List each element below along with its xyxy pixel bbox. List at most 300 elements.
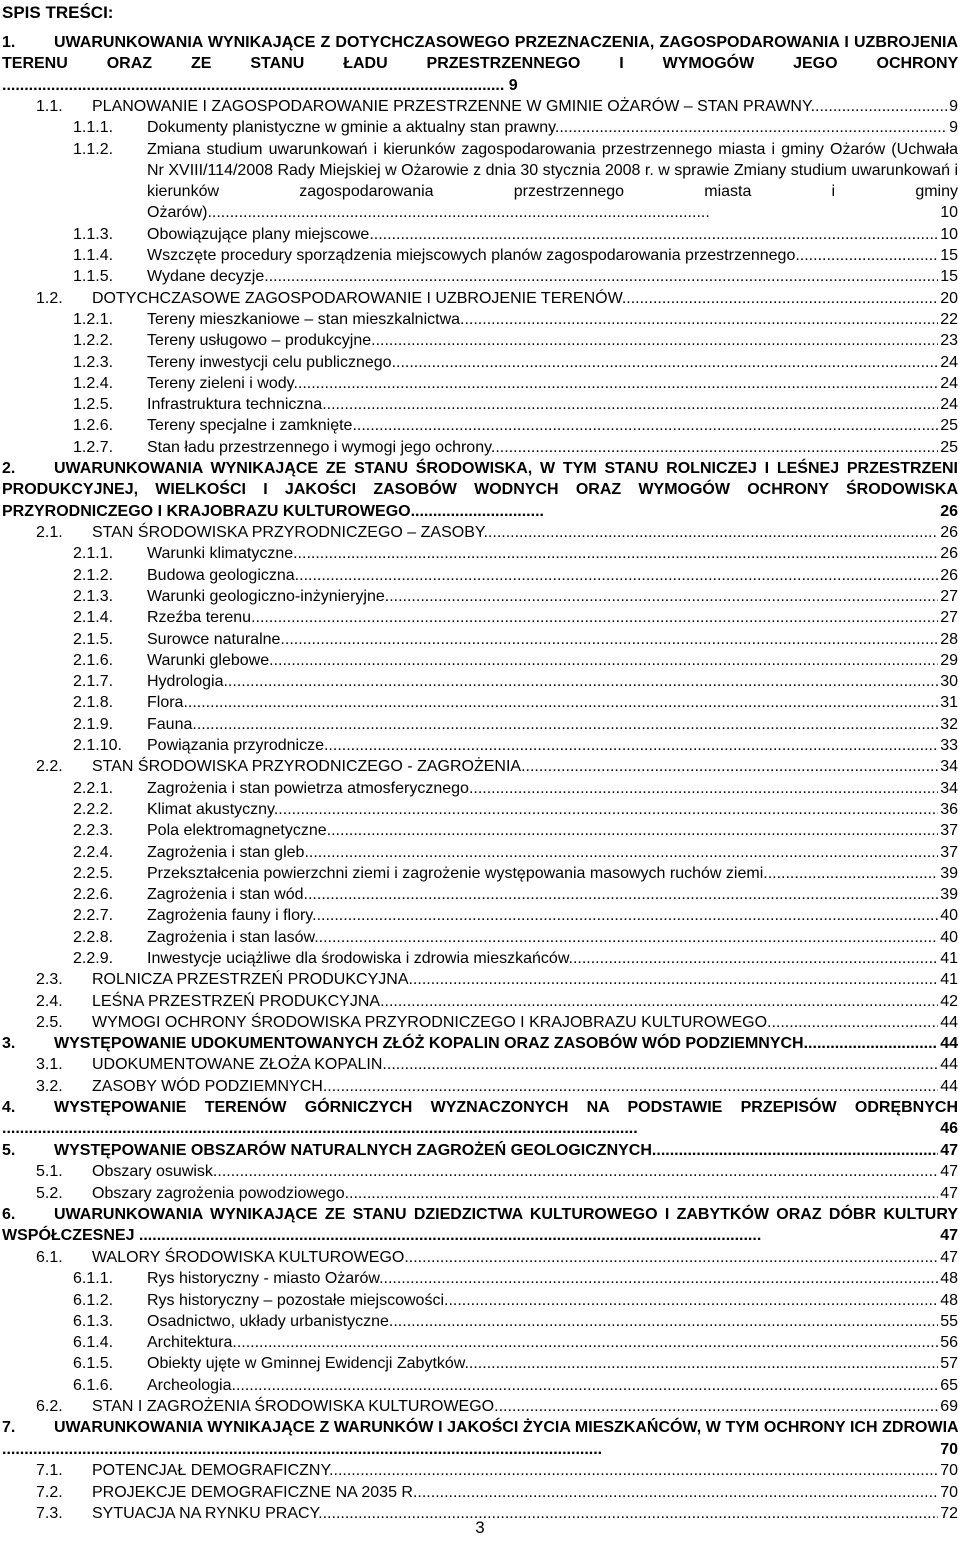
toc-entry-text: Przekształcenia powierzchni ziemi i zagrożenie występowania masowych ruchów ziemi: [147, 864, 764, 882]
toc-entry-1-2-5[interactable]: [2, 394, 958, 415]
toc-entry-text: Flora: [147, 694, 184, 712]
toc-entry-2-2-2[interactable]: [2, 799, 958, 820]
toc-entry-page: 39: [940, 864, 958, 882]
toc-entry-leader: [795, 247, 938, 264]
toc-entry-text: Budowa geologiczna: [147, 566, 295, 584]
toc-entry-number: 1.1.: [36, 98, 63, 115]
toc-entry-page: 40: [940, 907, 958, 925]
toc-entry-number: 2.2.2.: [73, 800, 114, 818]
toc-entry-number: 2.1.2.: [73, 566, 114, 584]
toc-entry-2-2-9[interactable]: [2, 948, 958, 969]
toc-entry-leader: [304, 844, 938, 861]
toc-entry-text: LEŚNA PRZESTRZEŃ PRODUKCYJNA: [92, 992, 381, 1010]
toc-entry-6-1[interactable]: [2, 1247, 958, 1268]
toc-entry-2-2-8[interactable]: [2, 927, 958, 948]
toc-entry-text: Wszczęte procedury sporządzenia miejscowych planów zagospodarowania przestrzennego: [147, 247, 796, 265]
toc-entry-2-2[interactable]: [2, 756, 958, 777]
toc-entry-text: POTENCJAŁ DEMOGRAFICZNY: [92, 1462, 330, 1480]
toc-entry-page: 34: [940, 758, 958, 776]
toc-entry-text: Fauna: [147, 715, 193, 733]
toc-entry-text: Warunki glebowe: [147, 651, 270, 669]
toc-entry-page: 26: [940, 545, 958, 563]
toc-entry-text: WYMOGI OCHRONY ŚRODOWISKA PRZYRODNICZEGO I KRAJOBRAZU KULTUROWEGO: [92, 1013, 768, 1031]
toc-entry-1-2[interactable]: [2, 288, 958, 309]
toc-entry-2-4[interactable]: [2, 991, 958, 1012]
toc-entry-1-1-5[interactable]: [2, 266, 958, 287]
toc-entry-5-1[interactable]: [2, 1161, 958, 1182]
toc-entry-leader: [371, 332, 938, 349]
toc-entry-text: Pola elektromagnetyczne: [147, 822, 327, 840]
toc-entry-text: SYTUACJA NA RYNKU PRACY: [92, 1504, 319, 1522]
toc-entry-number: 1.1.3.: [73, 225, 114, 243]
toc-entry-page: 10: [940, 225, 958, 243]
toc-entry-2-1-9[interactable]: [2, 714, 958, 735]
toc-entry-2-1-3[interactable]: [2, 586, 958, 607]
toc-entry-text: Archeologia: [147, 1376, 232, 1394]
toc-entry-leader: [408, 971, 938, 988]
toc-entry-number: 3.1.: [36, 1056, 63, 1074]
toc-entry-page: 30: [940, 673, 958, 691]
toc-entry-number: 1.: [2, 34, 16, 52]
toc-entry-6-1-5[interactable]: [2, 1353, 958, 1374]
toc-entry-page: 29: [940, 651, 958, 669]
toc-entry-page: 32: [940, 715, 958, 733]
toc-entry-page: 9: [508, 76, 518, 94]
toc-entry-page: 57: [940, 1355, 958, 1373]
toc-entry-text: Tereny specjalne i zamknięte: [147, 417, 353, 435]
toc-entry-text: Osadnictwo, układy urbanistyczne: [147, 1312, 389, 1330]
toc-entry-2-2-6[interactable]: [2, 884, 958, 905]
toc-entry-number: 1.1.1.: [73, 119, 114, 137]
toc-entry-text: WYSTĘPOWANIE TERENÓW GÓRNICZYCH WYZNACZONYCH NA PODSTAWIE PRZEPISÓW ODRĘBNYCH: [54, 1099, 958, 1117]
toc-entry-leader: [314, 929, 938, 946]
toc-title: SPIS TREŚCI:: [2, 3, 114, 22]
toc-entry-leader: [232, 1334, 938, 1351]
toc-entry-number: 2.5.: [36, 1013, 63, 1031]
toc-entry-text: UWARUNKOWANIA WYNIKAJĄCE Z WARUNKÓW I JAKOŚCI ŻYCIA MIESZKAŃCÓW, W TYM OCHRONY ICH ZDROWIA: [54, 1419, 958, 1437]
toc-entry-number: 3.: [2, 1035, 16, 1053]
toc-entry-leader: [274, 801, 938, 818]
toc-entry-number: 2.1.1.: [73, 545, 114, 563]
toc-entry-page: 31: [940, 694, 958, 712]
toc-entry-text: STAN ŚRODOWISKA PRZYRODNICZEGO - ZAGROŻENIA: [92, 758, 522, 776]
toc-entry-leader: [494, 1398, 938, 1415]
toc-entry-leader: ............................................................................................................................................: [134, 1227, 762, 1245]
toc-entry-page: 44: [940, 1077, 958, 1095]
toc-entry-text: Zagrożenia i stan wód: [147, 886, 304, 904]
toc-entry-2-1-4[interactable]: [2, 607, 958, 628]
toc-entry-leader: [280, 631, 938, 648]
toc-entry-text: Powiązania przyrodnicze: [147, 737, 324, 755]
toc-entry-2-1-2[interactable]: [2, 565, 958, 586]
toc-entry-page: 72: [940, 1504, 958, 1522]
toc-entry-2-1[interactable]: [2, 522, 958, 543]
toc-entry-number: 6.1.2.: [73, 1291, 114, 1309]
toc-entry-7[interactable]: [2, 1417, 958, 1460]
toc-entry-leader: [379, 1270, 938, 1287]
toc-entry-5-2[interactable]: [2, 1183, 958, 1204]
toc-entry-number: 6.1.: [36, 1248, 63, 1266]
toc-entry-number: 1.2.6.: [73, 417, 114, 435]
toc-entry-page: 25: [940, 417, 958, 435]
toc-entry-leader: [385, 588, 938, 605]
toc-entry-page: 48: [940, 1270, 958, 1288]
toc-entry-text: Zagrożenia fauny i flory: [147, 907, 313, 925]
toc-entry-number: 5.1.: [36, 1163, 63, 1181]
toc-entry-2-2-5[interactable]: [2, 863, 958, 884]
toc-entry-2-2-3[interactable]: [2, 820, 958, 841]
toc-entry-leader: [192, 716, 938, 733]
toc-entry-text: Rys historyczny - miasto Ożarów: [147, 1270, 380, 1288]
toc-entry-text: Obiekty ujęte w Gminnej Ewidencji Zabytków: [147, 1355, 465, 1373]
toc-entry-page: 39: [940, 886, 958, 904]
toc-entry-text: STAN ŚRODOWISKA PRZYRODNICZEGO – ZASOBY: [92, 524, 484, 542]
toc-entry-leader: [312, 907, 938, 924]
toc-entry-number: 1.1.2.: [73, 140, 114, 158]
toc-entry-number: 2.2.1.: [73, 779, 114, 797]
toc-entry-page: 65: [940, 1376, 958, 1394]
toc-entry-number: 2.1.5.: [73, 630, 114, 648]
toc-entry-number: 5.2.: [36, 1184, 63, 1202]
toc-entry-text: Dokumenty planistyczne w gminie a aktualny stan prawny: [147, 119, 555, 137]
toc-entry-page: 26: [940, 566, 958, 584]
toc-entry-leader: [464, 1355, 938, 1372]
toc-entry-text: Obowiązujące plany miejscowe: [147, 225, 370, 243]
toc-entry-page: 15: [940, 247, 958, 265]
toc-entry-number: 2.4.: [36, 992, 63, 1010]
toc-entry-text: Tereny inwestycji celu publicznego: [147, 353, 392, 371]
toc-entry-leader: [417, 1484, 938, 1501]
toc-entry-text: Tereny zieleni i wody: [147, 374, 294, 392]
toc-entry-leader: ..............................: [410, 502, 544, 520]
toc-entry-leader: [232, 1377, 939, 1394]
toc-entry-number: 7.3.: [36, 1504, 63, 1522]
toc-entry-number: 6.1.6.: [73, 1376, 114, 1394]
toc-entry-text: Inwestycje uciążliwe dla środowiska i zdrowia mieszkańców: [147, 949, 569, 967]
toc-entry-1-2-3[interactable]: [2, 352, 958, 373]
toc-entry-number: 6.1.5.: [73, 1355, 114, 1373]
toc-entry-2-1-7[interactable]: [2, 671, 958, 692]
toc-entry-text: Zagrożenia i stan powietrza atmosferycznego: [147, 779, 469, 797]
toc-entry-leader: [469, 780, 938, 797]
toc-entry-leader: [269, 652, 938, 669]
toc-entry-text: UWARUNKOWANIA WYNIKAJĄCE Z DOTYCHCZASOWEGO PRZEZNACZENIA, ZAGOSPODAROWANIA I UZBROJENIA TERENU ORAZ ZE STANU ŁADU PRZESTRZENNEGO I WYMOGÓW JEGO OCHRONY: [2, 34, 958, 73]
toc-entry-2-1-5[interactable]: [2, 629, 958, 650]
toc-entry-leader: .................................................................................................................: [2, 76, 509, 94]
toc-entry-1-2-6[interactable]: [2, 415, 958, 436]
toc-entry-1-1[interactable]: [2, 96, 958, 117]
toc-entry-page: 56: [940, 1334, 958, 1352]
toc-entry-1-2-2[interactable]: [2, 330, 958, 351]
toc-entry-leader: [392, 354, 939, 371]
toc-entry-page: 25: [940, 438, 958, 456]
toc-entry-text: Surowce naturalne: [147, 630, 281, 648]
toc-entry-6-1-6[interactable]: [2, 1375, 958, 1396]
toc-entry-page: 26: [940, 502, 958, 520]
toc-entry-leader: [404, 1249, 938, 1266]
toc-entry-page: 42: [940, 992, 958, 1010]
toc-entry-text: Hydrologia: [147, 673, 224, 691]
toc-entry-1-1-1[interactable]: [2, 117, 958, 138]
toc-entry-number: 6.1.3.: [73, 1312, 114, 1330]
toc-entry-page: 48: [940, 1291, 958, 1309]
toc-entry-number: 2.2.3.: [73, 822, 114, 840]
toc-entry-page: 47: [940, 1227, 958, 1245]
toc-entry-page: 34: [940, 779, 958, 797]
toc-entry-2-1-6[interactable]: [2, 650, 958, 671]
toc-entry-6-1-1[interactable]: [2, 1268, 958, 1289]
toc-entry-text: Architektura: [147, 1334, 233, 1352]
toc-entry-1-2-4[interactable]: [2, 373, 958, 394]
toc-entry-leader: [460, 311, 938, 328]
toc-entry-number: 5.: [2, 1142, 16, 1160]
toc-entry-number: 2.1.10.: [73, 737, 122, 755]
toc-entry-number: 2.1.8.: [73, 694, 114, 712]
toc-entry-page: 40: [940, 928, 958, 946]
toc-entry-text: Infrastruktura techniczna: [147, 396, 323, 414]
toc-entry-leader: [622, 290, 938, 307]
toc-entry-leader: [345, 1185, 939, 1202]
toc-entry-6-1-3[interactable]: [2, 1311, 958, 1332]
toc-entry-number: 1.2.7.: [73, 438, 114, 456]
toc-entry-number: 2.1.4.: [73, 609, 114, 627]
toc-entry-leader: [329, 1462, 938, 1479]
toc-entry-number: 2.2.: [36, 758, 63, 776]
toc-entry-leader: [811, 98, 948, 115]
toc-entry-text: UWARUNKOWANIA WYNIKAJĄCE ZE STANU ŚRODOWISKA, W TYM STANU ROLNICZEJ I LEŚNEJ PRZESTRZENI PRODUKCYJNEJ, WIELKOŚCI I JAKOŚCI ZASOBÓW WODNYCH ORAZ WYMOGÓW OCHRONY ŚRODOWISKA PRZYRODNICZEGO I KRAJOBRAZU KULTUROWEGO: [2, 460, 958, 520]
toc-entry-leader: [264, 268, 938, 285]
toc-entry-page: 41: [940, 949, 958, 967]
toc-entry-2-1-10[interactable]: [2, 735, 958, 756]
toc-entry-page: 22: [940, 310, 958, 328]
toc-entry-leader: [652, 1142, 938, 1159]
toc-entry-page: 69: [940, 1398, 958, 1416]
toc-entry-leader: [555, 119, 947, 136]
toc-entry-2-2-7[interactable]: [2, 905, 958, 926]
toc-entry-leader: [763, 865, 938, 882]
toc-entry-leader: [223, 673, 938, 690]
toc-entry-page: 28: [940, 630, 958, 648]
toc-entry-text: WYSTĘPOWANIE OBSZARÓW NATURALNYCH ZAGROŻEŃ GEOLOGICZNYCH: [54, 1142, 652, 1160]
toc-entry-text: ZASOBY WÓD PODZIEMNYCH: [92, 1077, 323, 1095]
toc-entry-page: 24: [940, 396, 958, 414]
toc-entry-6-2[interactable]: [2, 1396, 958, 1417]
toc-entry-page: 44: [940, 1013, 958, 1031]
toc-entry-page: 20: [940, 289, 958, 307]
toc-entry-leader: [369, 226, 938, 243]
toc-entry-page: 24: [940, 374, 958, 392]
toc-entry-number: 1.1.4.: [73, 247, 114, 265]
toc-entry-leader: [324, 737, 938, 754]
toc-entry-leader: [352, 417, 938, 434]
toc-entry-3[interactable]: [2, 1033, 958, 1054]
toc-entry-text: PROJEKCJE DEMOGRAFICZNE NA 2035 R.: [92, 1483, 418, 1501]
toc-entry-page: 36: [940, 800, 958, 818]
toc-entry-1-1-2[interactable]: [2, 139, 958, 224]
toc-entry-7-1[interactable]: [2, 1460, 958, 1481]
toc-entry-text: Zagrożenia i stan gleb: [147, 843, 305, 861]
toc-entry-leader: ................................................................................................................: [211, 204, 710, 222]
toc-entry-text: STAN I ZAGROŻENIA ŚRODOWISKA KULTUROWEGO: [92, 1398, 495, 1416]
toc-entry-2-3[interactable]: [2, 969, 958, 990]
toc-entry-number: 3.2.: [36, 1077, 63, 1095]
toc-entry-number: 6.1.4.: [73, 1334, 114, 1352]
toc-entry-number: 7.: [2, 1419, 16, 1437]
toc-entry-number: 2.2.4.: [73, 843, 114, 861]
page-number: 3: [475, 1518, 485, 1537]
toc-entry-page: 46: [940, 1120, 958, 1138]
toc-entry-number: 1.2.4.: [73, 374, 114, 392]
toc-entry-number: 6.1.1.: [73, 1270, 114, 1288]
toc-entry-page: 37: [940, 822, 958, 840]
toc-entry-1-1-3[interactable]: [2, 224, 958, 245]
toc-entry-leader: [804, 1035, 939, 1052]
toc-entry-leader: [767, 1014, 938, 1031]
toc-entry-2-2-4[interactable]: [2, 842, 958, 863]
toc-entry-page: 23: [940, 332, 958, 350]
toc-entry-2-2-1[interactable]: [2, 778, 958, 799]
toc-entry-text: Warunki klimatyczne: [147, 545, 294, 563]
toc-entry-number: 1.2.3.: [73, 353, 114, 371]
toc-entry-number: 1.1.5.: [73, 268, 114, 286]
toc-entry-page: 10: [940, 204, 958, 222]
toc-entry-leader: [304, 886, 939, 903]
toc-entry-text: PLANOWANIE I ZAGOSPODAROWANIE PRZESTRZENNE W GMINIE OŻARÓW – STAN PRAWNY: [92, 98, 811, 115]
toc-entry-leader: [380, 993, 938, 1010]
toc-entry-2-1-8[interactable]: [2, 692, 958, 713]
toc-entry-text: Tereny usługowo – produkcyjne: [147, 332, 372, 350]
toc-entry-leader: [491, 439, 938, 456]
toc-entry-3-2[interactable]: [2, 1076, 958, 1097]
toc-entry-1-2-1[interactable]: [2, 309, 958, 330]
toc-entry-page: 44: [940, 1056, 958, 1074]
toc-entry-text: WALORY ŚRODOWISKA KULTUROWEGO: [92, 1248, 405, 1266]
toc-entry-leader: [521, 758, 938, 775]
toc-entry-leader: [389, 1313, 938, 1330]
toc-entry-number: 2.2.8.: [73, 928, 114, 946]
toc-entry-text: Rzeźba terenu: [147, 609, 252, 627]
toc-entry-number: 1.2.: [36, 289, 63, 307]
toc-entry-6-1-4[interactable]: [2, 1332, 958, 1353]
toc-entry-number: 2.1.: [36, 524, 63, 542]
toc-entry-leader: [323, 1078, 938, 1095]
toc-entry-page: 15: [940, 268, 958, 286]
toc-entry-text: Zmiana studium uwarunkowań i kierunków zagospodarowania przestrzennego miasta i gminy Ożarów (Uchwała Nr XVIII/114/2008 Rady Miejskiej w Ożarowie z dnia 30 stycznia 2008 r. w sprawie Zmiany studium uwarunkowań i kierunków zagospodarowania przestrzennego miasta i gminy Ożarów).: [147, 140, 958, 222]
toc-entry-leader: [293, 375, 938, 392]
toc-entry-number: 1.2.1.: [73, 310, 114, 328]
toc-entry-page: 70: [940, 1462, 958, 1480]
toc-entry-number: 2.2.7.: [73, 907, 114, 925]
toc-entry-leader: [295, 567, 939, 584]
toc-entry-page: 44: [940, 1035, 958, 1053]
toc-entry-text: UWARUNKOWANIA WYNIKAJĄCE ZE STANU DZIEDZICTWA KULTUROWEGO I ZABYTKÓW ORAZ DÓBR KULTURY WSPÓŁCZESNEJ: [2, 1205, 958, 1245]
toc-entry-2[interactable]: [2, 458, 958, 522]
toc-entry-7-2[interactable]: [2, 1482, 958, 1503]
toc-entry-2-5[interactable]: [2, 1012, 958, 1033]
toc-entry-text: DOTYCHCZASOWE ZAGOSPODAROWANIE I UZBROJENIE TERENÓW: [92, 289, 622, 307]
toc-entry-number: 1.2.5.: [73, 396, 114, 414]
toc-entry-1-2-7[interactable]: [2, 437, 958, 458]
toc-entry-number: 7.2.: [36, 1483, 63, 1501]
toc-entry-number: 7.1.: [36, 1462, 63, 1480]
toc-entry-1[interactable]: [2, 32, 958, 96]
toc-entry-number: 2.1.6.: [73, 651, 114, 669]
toc-entry-page: 27: [940, 609, 958, 627]
toc-entry-text: UDOKUMENTOWANE ZŁOŻA KOPALIN: [92, 1056, 383, 1074]
toc-entry-6-1-2[interactable]: [2, 1290, 958, 1311]
toc-entry-page: 47: [940, 1142, 958, 1160]
toc-entry-number: 4.: [2, 1099, 16, 1117]
toc-entry-number: 2.3.: [36, 971, 63, 989]
toc-entry-text: Obszary osuwisk: [92, 1163, 213, 1181]
toc-entry-2-1-1[interactable]: [2, 543, 958, 564]
toc-entry-text: ROLNICZA PRZESTRZEŃ PRODUKCYJNA: [92, 971, 409, 989]
toc-entry-number: 6.: [2, 1205, 16, 1223]
toc-entry-page: 27: [940, 587, 958, 605]
toc-entry-3-1[interactable]: [2, 1054, 958, 1075]
toc-entry-1-1-4[interactable]: [2, 245, 958, 266]
toc-entry-4[interactable]: [2, 1097, 958, 1140]
toc-entry-text: Zagrożenia i stan lasów: [147, 928, 315, 946]
toc-entry-number: 2.1.3.: [73, 587, 114, 605]
toc-entry-leader: .......................................................................................................................................: [2, 1440, 603, 1458]
toc-entry-page: 47: [940, 1248, 958, 1266]
toc-entry-text: Wydane decyzje: [147, 268, 265, 286]
toc-entry-number: 2.1.9.: [73, 715, 114, 733]
toc-entry-number: 6.2.: [36, 1398, 63, 1416]
toc-entry-leader: [569, 950, 939, 967]
toc-entry-6[interactable]: [2, 1204, 958, 1247]
toc-entry-5[interactable]: [2, 1140, 958, 1161]
toc-entry-page: 37: [940, 843, 958, 861]
toc-entry-text: Obszary zagrożenia powodziowego: [92, 1184, 345, 1202]
toc-entry-leader: [444, 1292, 938, 1309]
toc-entry-page: 26: [940, 524, 958, 542]
toc-entry-page: 47: [940, 1184, 958, 1202]
toc-entry-leader: ...............................................................................................................................................: [2, 1120, 638, 1138]
toc-entry-number: 2.2.5.: [73, 864, 114, 882]
toc-entry-leader: [322, 396, 938, 413]
toc-entry-page: 47: [940, 1163, 958, 1181]
toc-entry-leader: [251, 609, 938, 626]
toc-entry-page: 9: [949, 98, 958, 115]
toc-entry-text: Tereny mieszkaniowe – stan mieszkalnictwa: [147, 310, 461, 328]
toc-entry-page: 33: [940, 737, 958, 755]
toc-entry-text: Stan ładu przestrzennego i wymogi jego ochrony: [147, 438, 491, 456]
toc-entry-number: 2.2.6.: [73, 886, 114, 904]
toc-entry-leader: [382, 1056, 938, 1073]
toc-entry-leader: [483, 524, 938, 541]
toc-entry-leader: [327, 822, 939, 839]
toc-entry-page: 9: [949, 119, 958, 137]
toc-entry-leader: [183, 694, 938, 711]
toc-entry-number: 2.2.9.: [73, 949, 114, 967]
toc-entry-number: 2.: [2, 460, 16, 478]
toc-entry-page: 55: [940, 1312, 958, 1330]
toc-entry-leader: [293, 545, 938, 562]
toc-entry-text: WYSTĘPOWANIE UDOKUMENTOWANYCH ZŁÓŻ KOPALIN ORAZ ZASOBÓW WÓD PODZIEMNYCH: [54, 1035, 804, 1053]
toc-entry-text: Klimat akustyczny: [147, 800, 274, 818]
toc-entry-number: 2.1.7.: [73, 673, 114, 691]
toc-entry-page: 70: [940, 1440, 958, 1458]
toc-entry-leader: [213, 1163, 938, 1180]
toc-entry-page: 24: [940, 353, 958, 371]
toc-entry-number: 1.2.2.: [73, 332, 114, 350]
toc-entry-page: 41: [940, 971, 958, 989]
toc-entry-text: Rys historyczny – pozostałe miejscowości: [147, 1291, 444, 1309]
toc-entry-text: Warunki geologiczno-inżynieryjne: [147, 587, 385, 605]
toc-entry-page: 70: [940, 1483, 958, 1501]
